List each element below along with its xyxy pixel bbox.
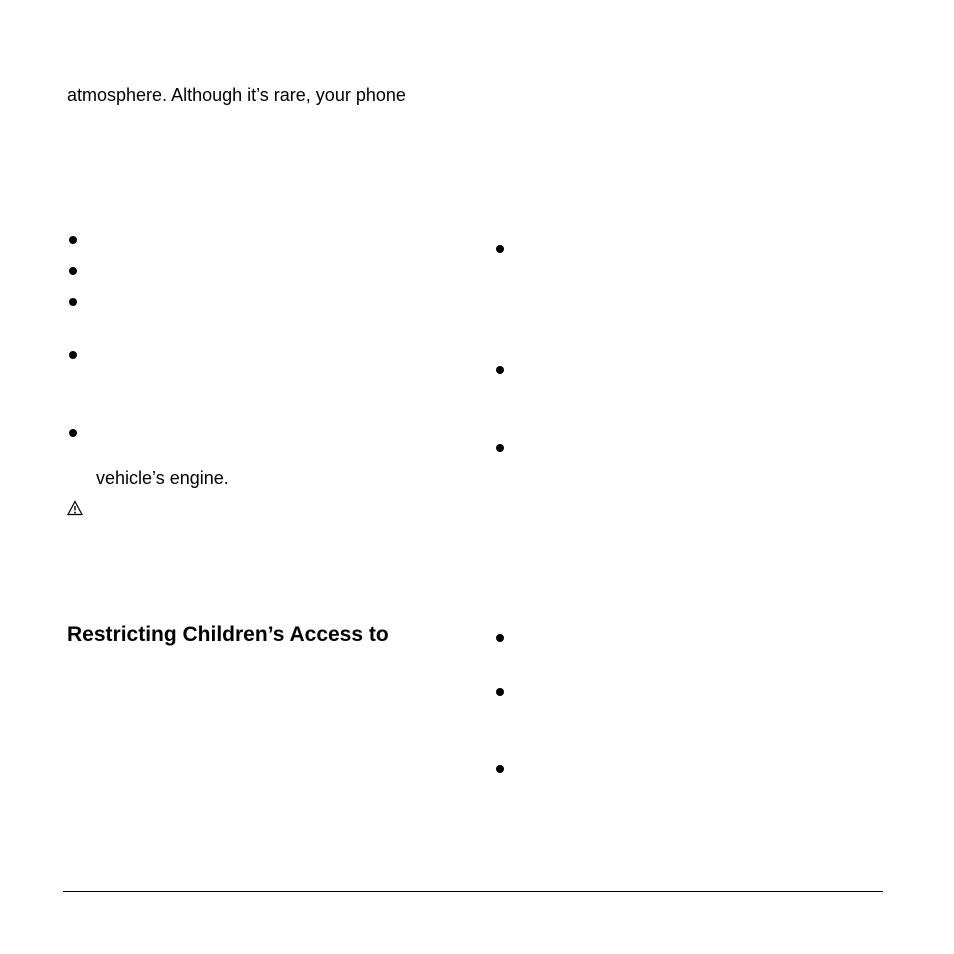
bullet-icon bbox=[69, 236, 77, 244]
bullet-icon bbox=[496, 634, 504, 642]
bullet-icon bbox=[496, 245, 504, 253]
bullet-icon bbox=[496, 366, 504, 374]
paragraph-line-atmosphere: atmosphere. Although it’s rare, your phone bbox=[67, 85, 406, 105]
bullet-icon bbox=[496, 444, 504, 452]
bullet-continuation-vehicle-engine: vehicle’s engine. bbox=[96, 468, 229, 488]
bullet-icon bbox=[69, 298, 77, 306]
bullet-icon bbox=[496, 688, 504, 696]
bullet-icon bbox=[69, 429, 77, 437]
bullet-icon bbox=[69, 351, 77, 359]
section-heading-restricting-children: Restricting Children’s Access to bbox=[67, 623, 389, 646]
footer-divider bbox=[63, 891, 883, 892]
bullet-icon bbox=[496, 765, 504, 773]
bullet-icon bbox=[69, 267, 77, 275]
warning-triangle-icon bbox=[67, 500, 83, 516]
